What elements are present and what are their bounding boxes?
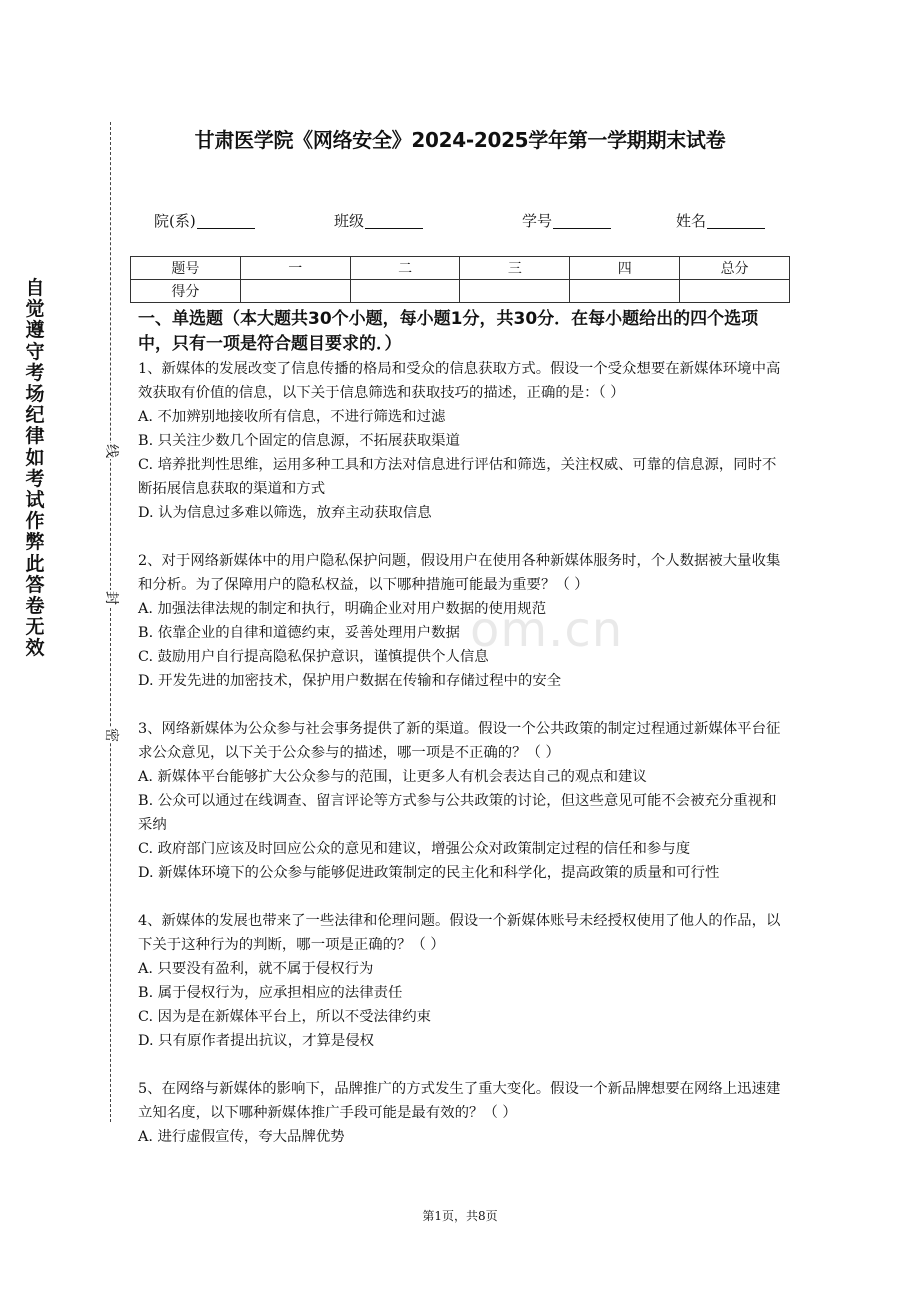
college-field: 院(系) <box>154 210 255 231</box>
exam-title: 甘肃医学院《网络安全》2024-2025学年第一学期期末试卷 <box>194 128 726 152</box>
question-stem: 5、在网络与新媒体的影响下，品牌推广的方式发生了重大变化。假设一个新品牌想要在网络上迅速建立知名度，以下哪种新媒体推广手段可能是最有效的？（ ） <box>138 1081 781 1121</box>
score-cell[interactable] <box>460 280 570 303</box>
question-1 <box>138 357 788 525</box>
student-id-blank[interactable] <box>553 212 611 229</box>
option-a[interactable]: A. 加强法律法规的制定和执行，明确企业对用户数据的使用规范 <box>138 601 547 617</box>
question-5 <box>138 1077 788 1149</box>
header-cell: 题号 <box>131 257 241 280</box>
student-info-row <box>130 210 790 234</box>
watermark: om.cn <box>470 602 624 658</box>
option-a[interactable]: A. 不加辨别地接收所有信息，不进行筛选和过滤 <box>138 409 446 425</box>
option-a[interactable]: A. 进行虚假宣传，夸大品牌优势 <box>138 1129 345 1145</box>
question-stem: 4、新媒体的发展也带来了一些法律和伦理问题。假设一个新媒体账号未经授权使用了他人的作品，以下关于这种行为的判断，哪一项是正确的？（ ） <box>138 913 781 953</box>
question-stem: 1、新媒体的发展改变了信息传播的格局和受众的信息获取方式。假设一个受众想要在新媒体环境中高效获取有价值的信息，以下关于信息筛选和获取技巧的描述，正确的是：（ ） <box>138 361 781 401</box>
question-3 <box>138 717 788 885</box>
score-table <box>130 256 790 303</box>
seal-mark-seal: 封 <box>103 591 119 605</box>
question-stem: 2、对于网络新媒体中的用户隐私保护问题，假设用户在使用各种新媒体服务时，个人数据被大量收集和分析。为了保障用户的隐私权益，以下哪种措施可能最为重要？（ ） <box>138 553 781 593</box>
option-d[interactable]: D. 开发先进的加密技术，保护用户数据在传输和存储过程中的安全 <box>138 673 562 689</box>
option-d[interactable]: D. 认为信息过多难以筛选，放弃主动获取信息 <box>138 505 432 521</box>
name-blank[interactable] <box>707 212 765 229</box>
seal-mark-line: 线 <box>103 444 119 458</box>
score-cell[interactable] <box>240 280 350 303</box>
option-c[interactable]: C. 因为是在新媒体平台上，所以不受法律约束 <box>138 1009 432 1025</box>
score-cell[interactable] <box>680 280 790 303</box>
header-cell: 一 <box>240 257 350 280</box>
score-cell[interactable] <box>570 280 680 303</box>
option-b[interactable]: B. 公众可以通过在线调查、留言评论等方式参与公共政策的讨论，但这些意见可能不会被充分重视和采纳 <box>138 793 777 833</box>
header-cell: 四 <box>570 257 680 280</box>
option-d[interactable]: D. 新媒体环境下的公众参与能够促进政策制定的民主化和科学化，提高政策的质量和可行性 <box>138 865 720 881</box>
option-c[interactable]: C. 培养批判性思维，运用多种工具和方法对信息进行评估和筛选，关注权威、可靠的信息源，同时不断拓展信息获取的渠道和方式 <box>138 457 777 497</box>
seal-mark-secret: 密 <box>103 728 119 742</box>
header-cell: 三 <box>460 257 570 280</box>
option-b[interactable]: B. 只关注少数几个固定的信息源，不拓展获取渠道 <box>138 433 460 449</box>
question-stem: 3、网络新媒体为公众参与社会事务提供了新的渠道。假设一个公共政策的制定过程通过新媒体平台征求公众意见，以下关于公众参与的描述，哪一项是不正确的？（ ） <box>138 721 781 761</box>
seal-binding-line <box>110 122 111 1122</box>
college-blank[interactable] <box>197 212 255 229</box>
option-b[interactable]: B. 属于侵权行为，应承担相应的法律责任 <box>138 985 403 1001</box>
question-2 <box>138 549 788 693</box>
option-b[interactable]: B. 依靠企业的自律和道德约束，妥善处理用户数据 <box>138 625 460 641</box>
question-4 <box>138 909 788 1053</box>
option-c[interactable]: C. 政府部门应该及时回应公众的意见和建议，增强公众对政策制定过程的信任和参与度 <box>138 841 691 857</box>
class-field: 班级 <box>334 210 423 231</box>
score-table-header-row <box>131 257 790 280</box>
class-blank[interactable] <box>365 212 423 229</box>
exam-content <box>138 307 788 1149</box>
option-a[interactable]: A. 只要没有盈利，就不属于侵权行为 <box>138 961 374 977</box>
score-table-score-row <box>131 280 790 303</box>
option-c[interactable]: C. 鼓励用户自行提高隐私保护意识，谨慎提供个人信息 <box>138 649 489 665</box>
name-field: 姓名 <box>676 210 765 231</box>
score-label-cell: 得分 <box>131 280 241 303</box>
exam-discipline-warning: 自觉遵守考场纪律如考试作弊此答卷无效 <box>25 277 45 660</box>
section-title: 一、单选题（本大题共30个小题，每小题1分，共30分．在每小题给出的四个选项中，只有一项是符合题目要求的．） <box>138 309 759 354</box>
page-footer: 第1页，共8页 <box>422 1209 498 1223</box>
option-d[interactable]: D. 只有原作者提出抗议，才算是侵权 <box>138 1033 375 1049</box>
score-cell[interactable] <box>350 280 460 303</box>
header-cell: 总分 <box>680 257 790 280</box>
student-id-field: 学号 <box>522 210 611 231</box>
header-cell: 二 <box>350 257 460 280</box>
option-a[interactable]: A. 新媒体平台能够扩大公众参与的范围，让更多人有机会表达自己的观点和建议 <box>138 769 647 785</box>
